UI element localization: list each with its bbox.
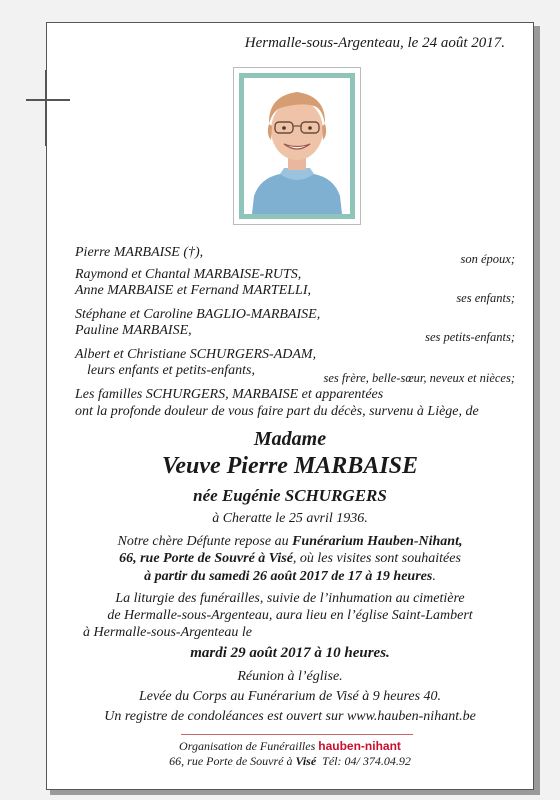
obituary-card bbox=[46, 22, 534, 790]
family-name-3b: Pauline MARBAISE, bbox=[75, 323, 192, 338]
family-name-4b: leurs enfants et petits-enfants, bbox=[87, 363, 255, 378]
funerarium-address: 66, rue Porte de Souvré à Visé bbox=[119, 551, 293, 566]
footer-address bbox=[47, 754, 533, 769]
funeral-line-3: à Hermalle-sous-Argenteau le bbox=[83, 625, 252, 640]
card-shadow-right bbox=[534, 26, 540, 794]
deceased-birth: à Cheratte le 25 avril 1936. bbox=[212, 511, 368, 526]
footer-address-street: 66, rue Porte de Souvré à bbox=[169, 754, 296, 768]
announcement: ont la profonde douleur de vous faire part du décès, survenu à Liège, de bbox=[75, 404, 479, 419]
visitation-text-2: , où les visites sont souhaitées bbox=[292, 551, 461, 566]
card-shadow-bottom bbox=[50, 790, 540, 795]
registry-note: Un registre de condoléances est ouvert sur www.hauben-nihant.be bbox=[104, 709, 476, 724]
family-relation-3: ses petits-enfants; bbox=[425, 330, 515, 344]
family-name-1: Pierre MARBAISE (†), bbox=[75, 245, 204, 260]
dateline: Hermalle-sous-Argenteau, le 24 août 2017. bbox=[244, 35, 505, 51]
reunion-note: Réunion à l’église. bbox=[237, 669, 343, 684]
funeral-line-1: La liturgie des funérailles, suivie de l’inhumation au cimetière bbox=[115, 591, 465, 606]
visitation-hours: à partir du samedi 26 août 2017 de 17 à 19 heures bbox=[144, 569, 433, 584]
visitation-end: . bbox=[432, 569, 436, 584]
visitation-text: Notre chère Défunte repose au bbox=[117, 534, 293, 549]
footer-brand: hauben-nihant bbox=[318, 739, 401, 753]
family-name-3a: Stéphane et Caroline BAGLIO-MARBAISE, bbox=[75, 307, 321, 322]
family-name-5: Les familles SCHURGERS, MARBAISE et apparentées bbox=[75, 387, 384, 402]
family-relation-2: ses enfants; bbox=[456, 291, 515, 305]
family-name-2a: Raymond et Chantal MARBAISE-RUTS, bbox=[75, 267, 302, 282]
family-name-4a: Albert et Christiane SCHURGERS-ADAM, bbox=[75, 347, 317, 362]
visitation-line-3 bbox=[47, 569, 533, 585]
portrait-photo bbox=[244, 78, 350, 214]
visitation-line-2 bbox=[47, 551, 533, 567]
funeral-datetime: mardi 29 août 2017 à 10 heures. bbox=[190, 645, 390, 661]
footer-divider bbox=[181, 734, 413, 735]
footer-organisation bbox=[47, 739, 533, 754]
funeral-line-2: de Hermalle-sous-Argenteau, aura lieu en l’église Saint-Lambert bbox=[107, 608, 473, 623]
footer-phone: Tél: 04/ 374.04.92 bbox=[322, 754, 411, 768]
family-name-2b: Anne MARBAISE et Fernand MARTELLI, bbox=[75, 283, 312, 298]
deceased-salutation: Madame bbox=[253, 428, 327, 450]
cross-icon-vertical bbox=[45, 70, 47, 146]
visitation-line-1 bbox=[47, 534, 533, 550]
family-relation-1: son époux; bbox=[460, 252, 515, 266]
deceased-birth-name: née Eugénie SCHURGERS bbox=[193, 486, 387, 505]
portrait-mat bbox=[239, 73, 355, 219]
footer-address-city: Visé bbox=[295, 754, 317, 768]
portrait-frame bbox=[233, 67, 361, 225]
cross-icon-horizontal bbox=[26, 99, 70, 101]
family-relation-4: ses frère, belle-sœur, neveux et nièces; bbox=[323, 371, 515, 385]
footer-org-label: Organisation de Funérailles bbox=[179, 739, 319, 753]
funerarium-name: Funérarium Hauben-Nihant, bbox=[292, 534, 463, 549]
levee-note: Levée du Corps au Funérarium de Visé à 9 heures 40. bbox=[138, 689, 442, 704]
deceased-name: Veuve Pierre MARBAISE bbox=[161, 453, 419, 479]
